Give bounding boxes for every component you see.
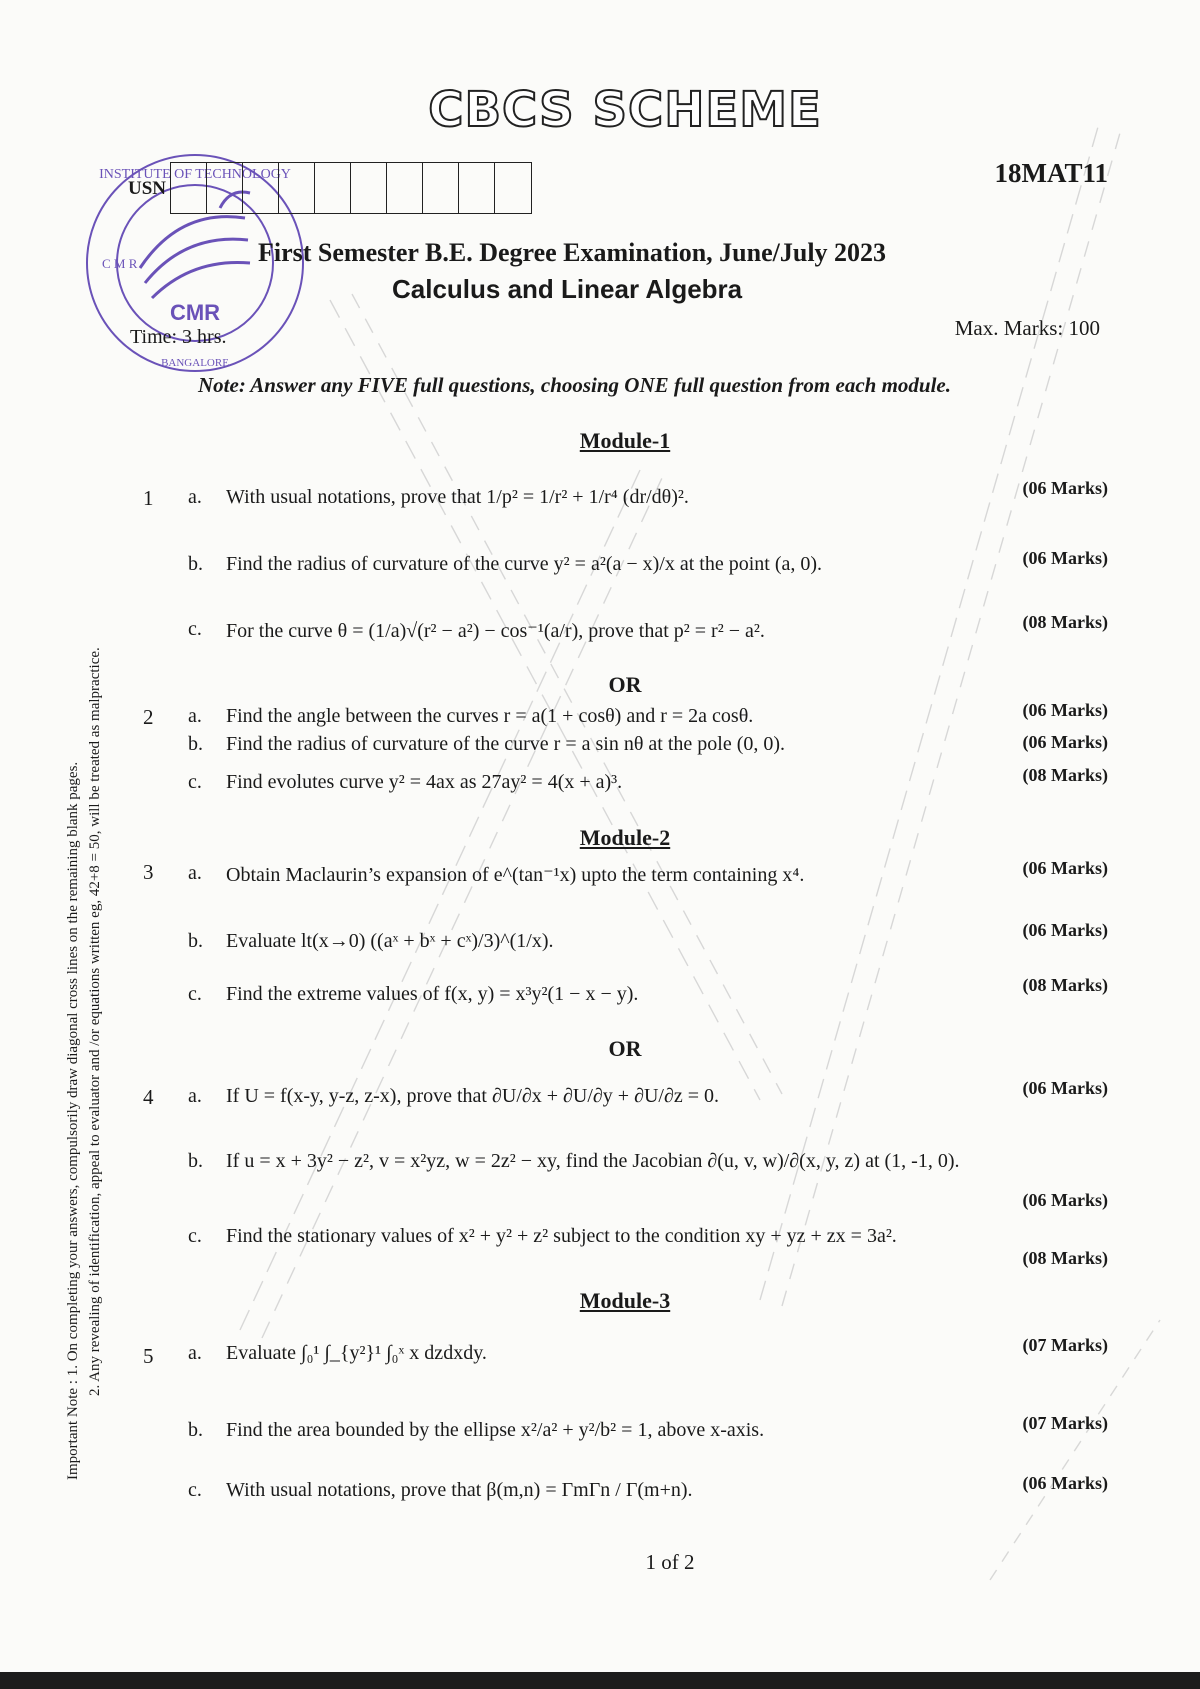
question-number: 4 bbox=[143, 1085, 154, 1109]
question-part: a. bbox=[188, 486, 202, 508]
question-part: a. bbox=[188, 1342, 202, 1364]
question-marks: (08 Marks) bbox=[1022, 975, 1108, 995]
question-part: c. bbox=[188, 1225, 202, 1247]
question-text: Find evolutes curve y² = 4ax as 27ay² = 4(x + a)³. bbox=[226, 771, 623, 793]
question-part: a. bbox=[188, 862, 202, 884]
question-marks: (07 Marks) bbox=[1022, 1335, 1108, 1355]
question-text: Find the stationary values of x² + y² + z² subject to the condition xy + yz + zx = 3a². bbox=[226, 1225, 897, 1247]
question-part: c. bbox=[188, 1479, 202, 1501]
stamp-center-text: CMR bbox=[169, 300, 221, 325]
question-text: Evaluate lt(x→0) ((aˣ + bˣ + cˣ)/3)^(1/x). bbox=[226, 930, 554, 952]
scheme-title: CBCS SCHEME bbox=[428, 82, 822, 138]
question-marks: (06 Marks) bbox=[1022, 732, 1108, 752]
or-divider: OR bbox=[608, 1036, 642, 1061]
question-text: Find the area bounded by the ellipse x²/a² + y²/b² = 1, above x-axis. bbox=[226, 1419, 765, 1441]
question-text: Evaluate ∫₀¹ ∫_{y²}¹ ∫₀ˣ x dzdxdy. bbox=[226, 1342, 487, 1364]
usn-box bbox=[279, 163, 315, 213]
usn-box bbox=[459, 163, 495, 213]
question-text: For the curve θ = (1/a)√(r² − a²) − cos⁻¹(a/r), prove that p² = r² − a². bbox=[226, 620, 765, 642]
stamp-left-text: C M R bbox=[102, 256, 138, 271]
question-number: 3 bbox=[143, 860, 154, 884]
question-marks: (06 Marks) bbox=[1022, 1078, 1108, 1098]
question-part: b. bbox=[188, 930, 203, 952]
question-marks: (08 Marks) bbox=[1022, 765, 1108, 785]
page-number: 1 of 2 bbox=[645, 1550, 695, 1574]
module-3-heading: Module-3 bbox=[579, 1288, 671, 1313]
usn-box bbox=[243, 163, 279, 213]
question-number: 2 bbox=[143, 705, 154, 729]
instructions-note: Note: Answer any FIVE full questions, choosing ONE full question from each module. bbox=[198, 373, 951, 397]
question-marks: (06 Marks) bbox=[1022, 1473, 1108, 1493]
usn-box bbox=[423, 163, 459, 213]
exam-title: First Semester B.E. Degree Examination, June/July 2023 bbox=[258, 238, 887, 267]
question-part: c. bbox=[188, 983, 202, 1005]
usn-box bbox=[351, 163, 387, 213]
question-marks: (06 Marks) bbox=[1022, 858, 1108, 878]
question-part: a. bbox=[188, 705, 202, 727]
question-text: If u = x + 3y² − z², v = x²yz, w = 2z² − xy, find the Jacobian ∂(u, v, w)/∂(x, y, z) at (1, -1, 0). bbox=[226, 1150, 960, 1172]
stamp-top-text: INSTITUTE OF TECHNOLOGY bbox=[99, 167, 291, 182]
question-part: b. bbox=[188, 1150, 203, 1172]
usn-boxes bbox=[170, 162, 532, 214]
question-part: b. bbox=[188, 733, 203, 755]
question-part: b. bbox=[188, 553, 203, 575]
question-text: Find the extreme values of f(x, y) = x³y²(1 − x − y). bbox=[226, 983, 639, 1005]
question-marks: (06 Marks) bbox=[1022, 478, 1108, 498]
module-2-heading: Module-2 bbox=[579, 825, 671, 850]
question-text: Obtain Maclaurin’s expansion of e^(tan⁻¹x) upto the term containing x⁴. bbox=[226, 864, 805, 886]
usn-box bbox=[495, 163, 531, 213]
subject-title: Calculus and Linear Algebra bbox=[392, 274, 743, 304]
scan-bottom-edge bbox=[0, 1672, 1200, 1689]
question-marks: (06 Marks) bbox=[1022, 920, 1108, 940]
question-marks: (06 Marks) bbox=[1022, 548, 1108, 568]
important-note-sidebar bbox=[62, 400, 106, 1480]
question-marks: (06 Marks) bbox=[1022, 700, 1108, 720]
important-note-line-1: Important Note : 1. On completing your answers, compulsorily draw diagonal cross lines on the remaining blank pages. bbox=[65, 761, 81, 1480]
question-number: 1 bbox=[143, 486, 154, 510]
usn-box bbox=[387, 163, 423, 213]
important-note-line-2: 2. Any revealing of identification, appeal to evaluator and /or equations written eg, 42+8 = 50, will be treated as malpractice. bbox=[87, 647, 103, 1396]
or-divider: OR bbox=[608, 672, 642, 697]
stamp-bottom-text: BANGALORE bbox=[161, 357, 229, 369]
question-part: b. bbox=[188, 1419, 203, 1441]
question-marks: (07 Marks) bbox=[1022, 1413, 1108, 1433]
usn-box bbox=[315, 163, 351, 213]
time-allowed: Time: 3 hrs. bbox=[130, 326, 227, 348]
question-part: c. bbox=[188, 618, 202, 640]
question-text: If U = f(x-y, y-z, z-x), prove that ∂U/∂x + ∂U/∂y + ∂U/∂z = 0. bbox=[226, 1085, 719, 1107]
question-text: With usual notations, prove that 1/p² = 1/r² + 1/r⁴ (dr/dθ)². bbox=[226, 486, 689, 508]
module-1-heading: Module-1 bbox=[579, 428, 671, 453]
question-number: 5 bbox=[143, 1344, 154, 1368]
question-marks: (08 Marks) bbox=[1022, 1248, 1108, 1268]
question-text: Find the angle between the curves r = a(1 + cosθ) and r = 2a cosθ. bbox=[226, 705, 754, 727]
question-text: Find the radius of curvature of the curve r = a sin nθ at the pole (0, 0). bbox=[226, 733, 786, 755]
question-marks: (08 Marks) bbox=[1022, 612, 1108, 632]
usn-label: USN bbox=[128, 178, 167, 199]
question-part: c. bbox=[188, 771, 202, 793]
question-text: With usual notations, prove that β(m,n) = ΓmΓn / Γ(m+n). bbox=[226, 1479, 693, 1501]
question-part: a. bbox=[188, 1085, 202, 1107]
question-text: Find the radius of curvature of the curve y² = a²(a − x)/x at the point (a, 0). bbox=[226, 553, 823, 575]
usn-box bbox=[207, 163, 243, 213]
usn-box bbox=[171, 163, 207, 213]
subject-code: 18MAT11 bbox=[994, 158, 1108, 188]
max-marks: Max. Marks: 100 bbox=[954, 316, 1100, 340]
question-marks: (06 Marks) bbox=[1022, 1190, 1108, 1210]
